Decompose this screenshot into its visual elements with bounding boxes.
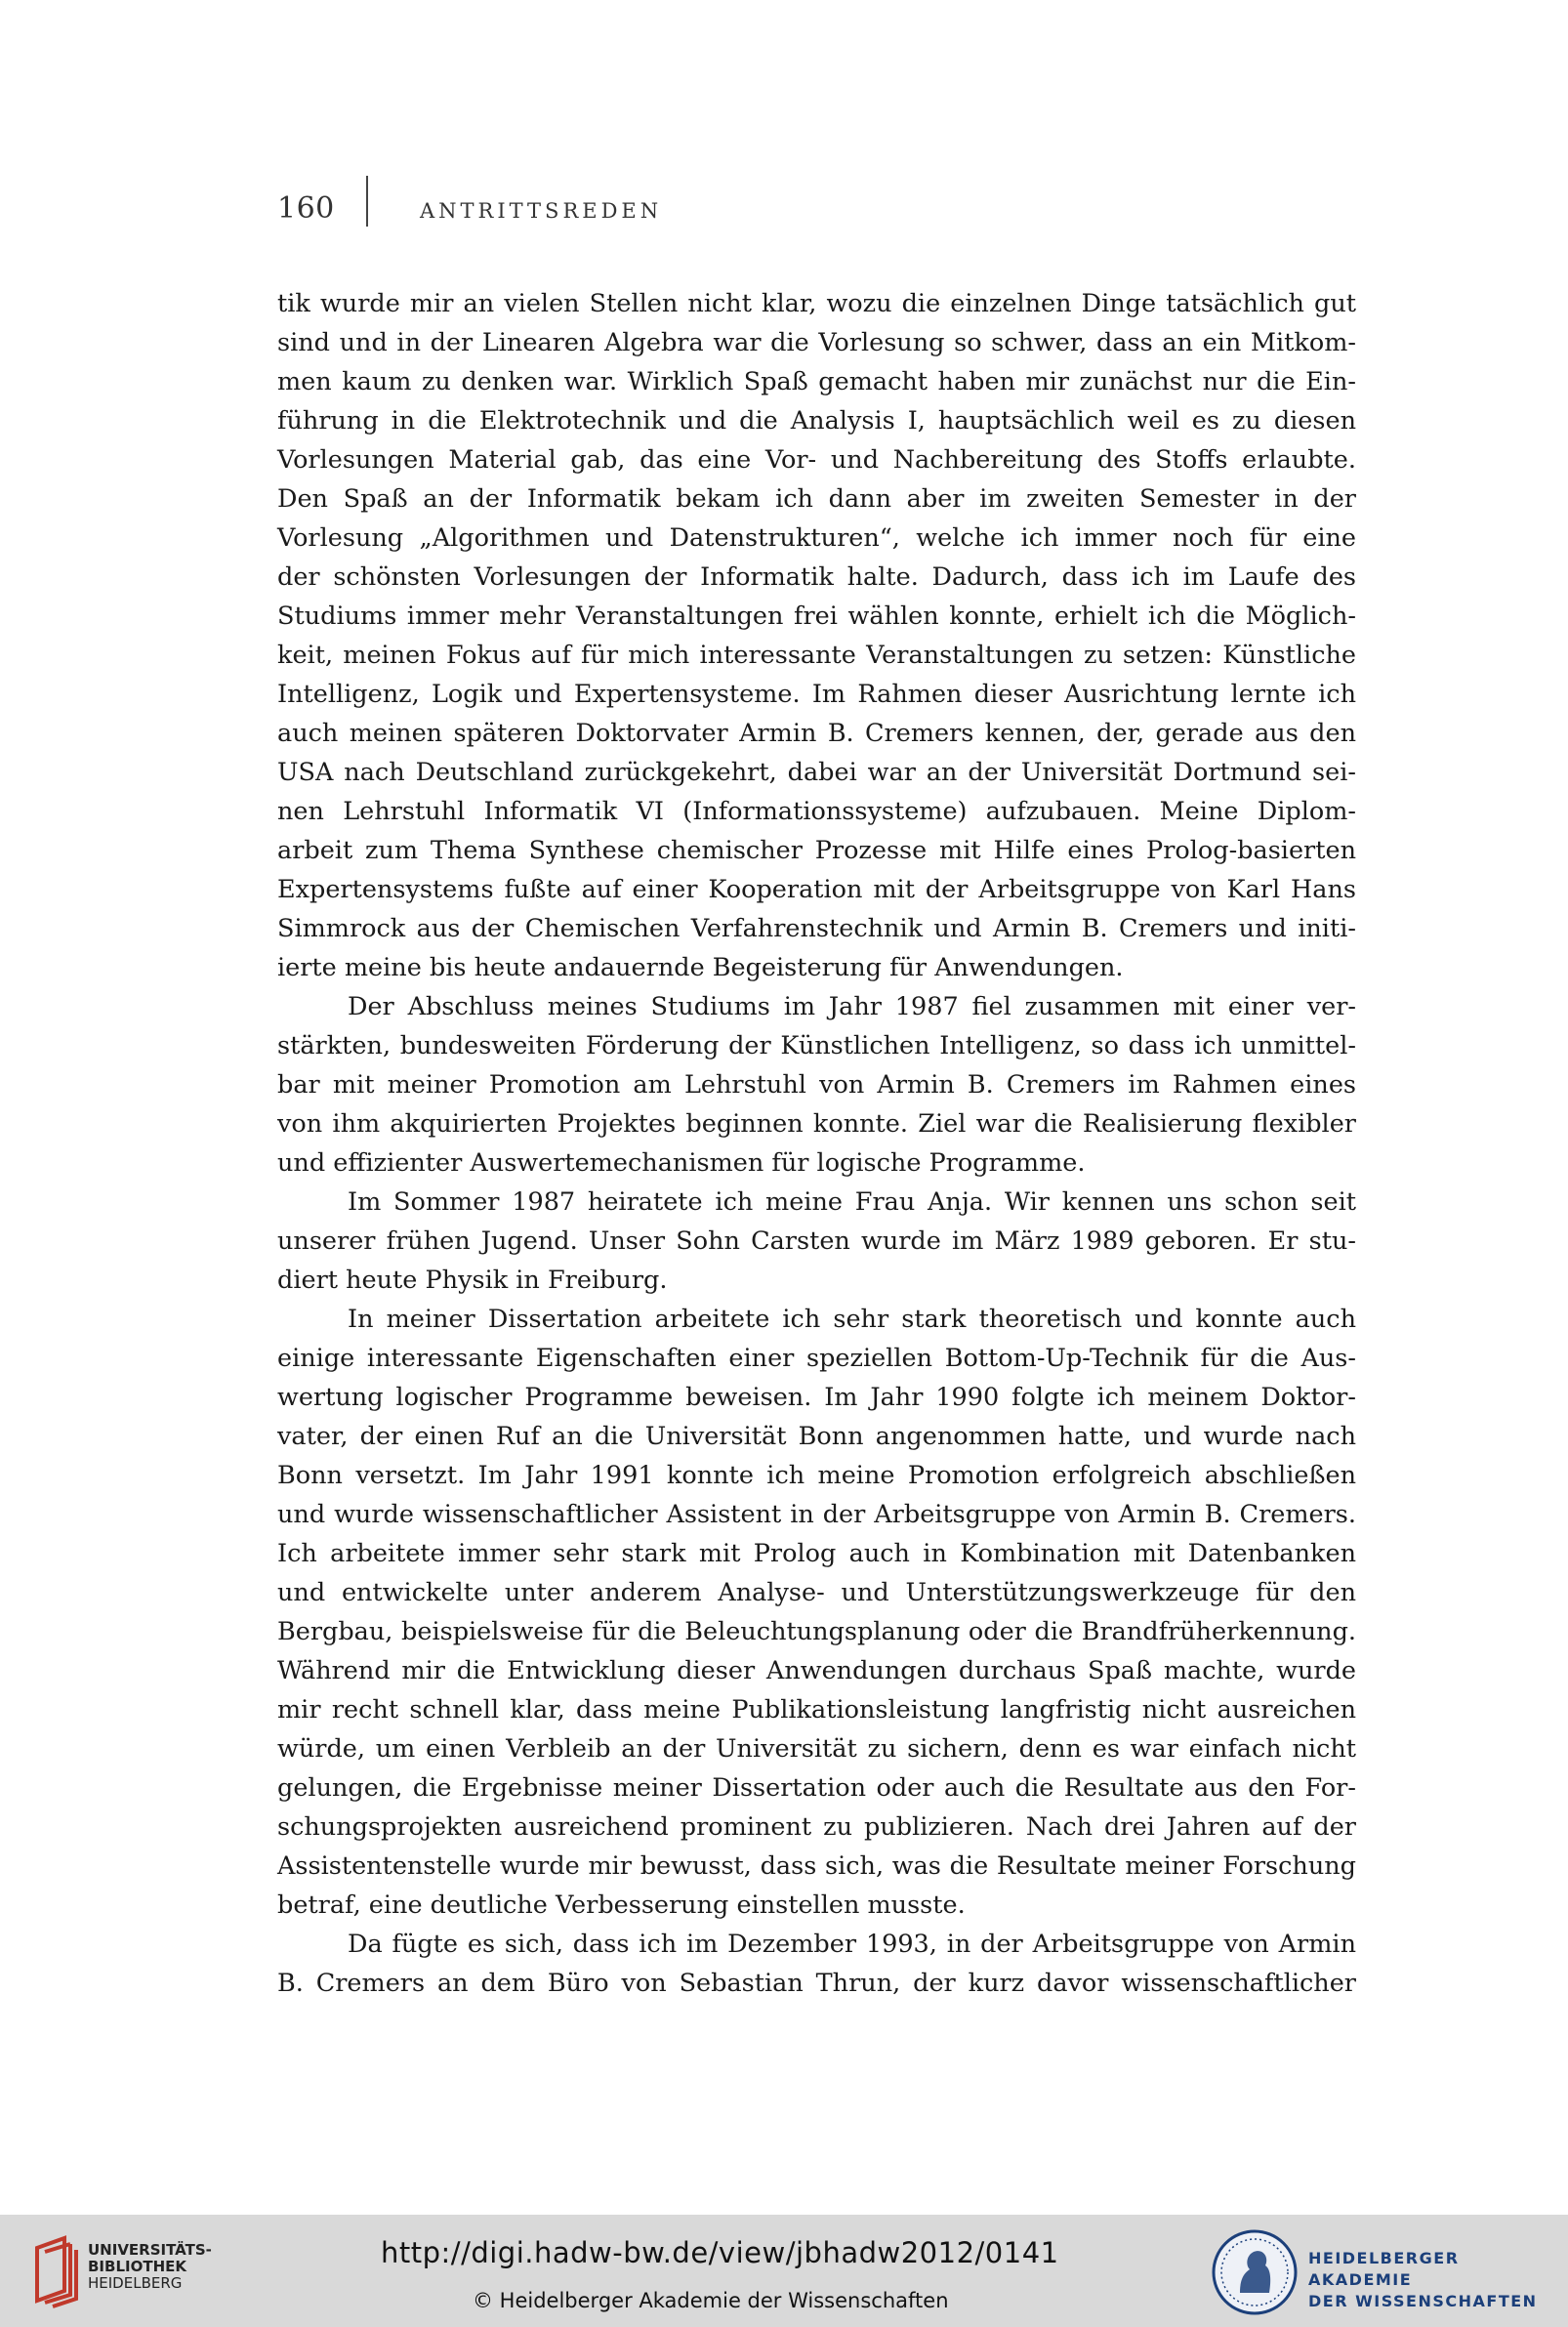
text-line: und entwickelte unter anderem Analyse- und Unterstützungswerkzeuge für den [277,1578,1356,1607]
text-line: nen Lehrstuhl Informatik VI (Informationssysteme) aufzubauen. Meine Diplom- [277,797,1356,826]
text-line: gelungen, die Ergebnisse meiner Dissertation oder auch die Resultate aus den For- [277,1773,1356,1803]
body-text [277,284,1356,2003]
running-head-divider [366,176,368,227]
academy-name [1308,2248,1568,2312]
library-name-line: UNIVERSITÄTS- [88,2241,212,2259]
text-line: unserer frühen Jugend. Unser Sohn Carsten wurde im März 1989 geboren. Er stu- [277,1226,1356,1256]
library-city: HEIDELBERG [88,2274,183,2292]
text-line: Expertensystems fußte auf einer Kooperation mit der Arbeitsgruppe von Karl Hans [277,875,1356,904]
text-line: Vorlesung „Algorithmen und Datenstrukturen“, welche ich immer noch für eine [277,523,1356,553]
text-line: führung in die Elektrotechnik und die Analysis I, hauptsächlich weil es zu diesen [277,406,1356,436]
copyright-notice: © Heidelberger Akademie der Wissenschaften [473,2289,949,2312]
text-line: stärkten, bundesweiten Förderung der Künstlichen Intelligenz, so dass ich unmittel- [277,1031,1356,1060]
text-line: Simmrock aus der Chemischen Verfahrenstechnik und Armin B. Cremers und initi- [277,914,1356,943]
text-line: schungsprojekten ausreichend prominent zu publizieren. Nach drei Jahren auf der [277,1812,1356,1842]
text-line: Während mir die Entwicklung dieser Anwendungen durchaus Spaß machte, wurde [277,1656,1356,1685]
text-line: bar mit meiner Promotion am Lehrstuhl von Armin B. Cremers im Rahmen eines [277,1070,1356,1100]
text-line: Bergbau, beispielsweise für die Beleuchtungsplanung oder die Brandfrüherkennung. [277,1617,1356,1646]
text-line: USA nach Deutschland zurückgekehrt, dabei war an der Universität Dortmund sei- [277,758,1356,787]
text-line: der schönsten Vorlesungen der Informatik halte. Dadurch, dass ich im Laufe des [277,562,1356,592]
paragraph-last-line: betraf, eine deutliche Verbesserung einstellen musste. [277,1891,966,1920]
text-line: einige interessante Eigenschaften einer speziellen Bottom-Up-Technik für die Aus- [277,1344,1356,1373]
paragraph-first-line: In meiner Dissertation arbeitete ich sehr stark theoretisch und konnte auch [348,1305,1356,1334]
page-number: 160 [277,191,335,226]
permalink-url[interactable]: http://digi.hadw-bw.de/view/jbhadw2012/0141 [381,2236,1059,2269]
paragraph-first-line: Da fügte es sich, dass ich im Dezember 1993, in der Arbeitsgruppe von Armin [348,1930,1356,1959]
text-line: würde, um einen Verbleib an der Universität zu sichern, denn es war einfach nicht [277,1734,1356,1764]
text-line: Ich arbeitete immer sehr stark mit Prolog auch in Kombination mit Datenbanken [277,1539,1356,1568]
paragraph-first-line: Der Abschluss meines Studiums im Jahr 1987 fiel zusammen mit einer ver- [348,992,1356,1021]
paragraph-last-line: und effizienter Auswertemechanismen für logische Programme. [277,1148,1086,1178]
academy-name-line: DER WISSENSCHAFTEN [1308,2292,1538,2310]
paragraph-last-line: diert heute Physik in Freiburg. [277,1266,668,1295]
running-head [277,186,1356,230]
text-line: und wurde wissenschaftlicher Assistent in der Arbeitsgruppe von Armin B. Cremers. [277,1500,1356,1529]
running-head-section-title: ANTRITTSREDEN [420,199,663,223]
text-line: Studiums immer mehr Veranstaltungen frei wählen konnte, erhielt ich die Möglich- [277,602,1356,631]
text-line: mir recht schnell klar, dass meine Publikationsleistung langfristig nicht ausreichen [277,1695,1356,1724]
digitization-footer [0,2215,1568,2327]
paragraph-last-line: ierte meine bis heute andauernde Begeisterung für Anwendungen. [277,953,1124,982]
text-line: keit, meinen Fokus auf für mich interessante Veranstaltungen zu setzen: Künstliche [277,641,1356,670]
academy-name-line: HEIDELBERGER AKADEMIE [1308,2249,1460,2289]
text-line: Vorlesungen Material gab, das eine Vor- und Nachbereitung des Stoffs erlaubte. [277,445,1356,475]
text-line: sind und in der Linearen Algebra war die Vorlesung so schwer, dass an ein Mitkom- [277,328,1356,357]
text-line: men kaum zu denken war. Wirklich Spaß gemacht haben mir zunächst nur die Ein- [277,367,1356,396]
text-line: arbeit zum Thema Synthese chemischer Prozesse mit Hilfe eines Prolog-basierten [277,836,1356,865]
text-line: Intelligenz, Logik und Expertensysteme. Im Rahmen dieser Ausrichtung lernte ich [277,680,1356,709]
text-line: Den Spaß an der Informatik bekam ich dann aber im zweiten Semester in der [277,484,1356,514]
academy-seal-icon [1211,2228,1299,2316]
text-line: vater, der einen Ruf an die Universität Bonn angenommen hatte, und wurde nach [277,1422,1356,1451]
text-line: auch meinen späteren Doktorvater Armin B. Cremers kennen, der, gerade aus den [277,719,1356,748]
text-line: Bonn versetzt. Im Jahr 1991 konnte ich meine Promotion erfolgreich abschließen [277,1461,1356,1490]
text-line: wertung logischer Programme beweisen. Im Jahr 1990 folgte ich meinem Doktor- [277,1383,1356,1412]
university-library-name [88,2242,212,2292]
library-name-line: BIBLIOTHEK [88,2258,186,2275]
paragraph-first-line: Im Sommer 1987 heiratete ich meine Frau Anja. Wir kennen uns schon seit [348,1187,1356,1217]
text-line: tik wurde mir an vielen Stellen nicht klar, wozu die einzelnen Dinge tatsächlich gut [277,289,1356,318]
text-line: Assistentenstelle wurde mir bewusst, dass sich, was die Resultate meiner Forschung [277,1851,1356,1881]
text-line: B. Cremers an dem Büro von Sebastian Thrun, der kurz davor wissenschaftlicher [277,1969,1356,1998]
text-line: von ihm akquirierten Projektes beginnen konnte. Ziel war die Realisierung flexibler [277,1109,1356,1139]
